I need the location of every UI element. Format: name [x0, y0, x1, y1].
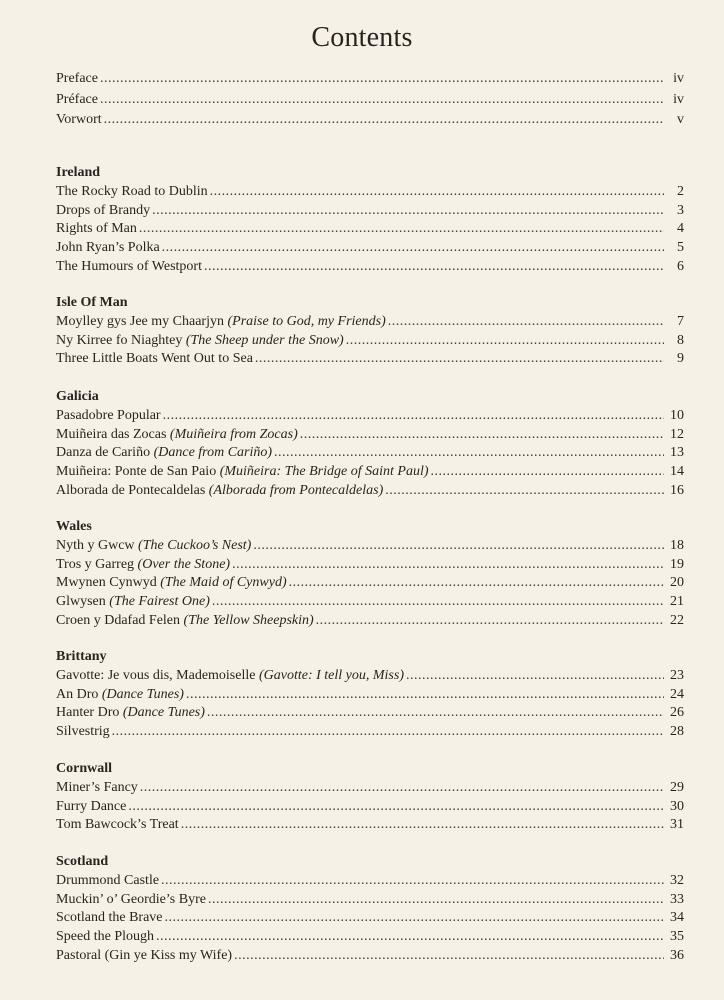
toc-entry-main-title: Gavotte: Je vous dis, Mademoiselle — [56, 668, 259, 683]
toc-entry-page: 35 — [670, 929, 684, 945]
toc-entry-main-title: Hanter Dro — [56, 705, 123, 721]
toc-entry[interactable] — [56, 928, 684, 946]
toc-entry-page: 29 — [670, 780, 684, 795]
toc-entry-main-title: Miner’s Fancy — [56, 780, 138, 795]
dot-leader — [161, 872, 664, 890]
toc-entry[interactable] — [56, 183, 684, 201]
toc-entry-page: 32 — [670, 873, 684, 888]
dot-leader — [234, 947, 664, 965]
page-title: Contents — [311, 22, 413, 53]
toc-entry-main-title: Muckin’ o’ Geordie’s Byre — [56, 891, 206, 907]
toc-entry[interactable] — [56, 612, 684, 630]
toc-entry-translation: (Dance Tunes) — [101, 686, 184, 702]
toc-entry-title — [56, 463, 429, 481]
dot-leader — [406, 667, 664, 685]
toc-entry[interactable] — [56, 407, 684, 425]
toc-entry-title — [56, 556, 230, 574]
toc-entry-title — [56, 239, 160, 257]
toc-entry-main-title: Muiñeira: Ponte de San Paio — [56, 464, 220, 480]
toc-entry-translation: (The Sheep under the Snow) — [185, 332, 344, 348]
toc-entry-page: 21 — [670, 594, 684, 610]
toc-entry-page: 5 — [677, 240, 684, 256]
toc-entry-translation: (Muiñeira from Zocas) — [169, 426, 298, 442]
toc-entry[interactable] — [56, 593, 684, 611]
toc-entry[interactable] — [56, 239, 684, 257]
toc-entry-main-title: Silvestrig — [56, 724, 110, 740]
toc-entry-main-title: Danza de Cariño — [56, 445, 154, 461]
toc-entry[interactable] — [56, 872, 684, 890]
toc-entry-title — [56, 779, 138, 797]
toc-entry[interactable] — [56, 947, 684, 965]
toc-entry[interactable] — [56, 332, 684, 350]
dot-leader — [140, 779, 664, 797]
dot-leader — [388, 313, 664, 331]
toc-entry-page: 26 — [670, 705, 684, 721]
toc-entry-preface-fr[interactable] — [56, 91, 684, 109]
toc-entry[interactable] — [56, 258, 684, 276]
toc-entry-main-title: Pastoral (Gin ye Kiss my Wife) — [56, 947, 233, 963]
toc-entry-page: 3 — [677, 202, 684, 218]
section-heading: Wales — [56, 519, 92, 534]
toc-entry-page: iv — [673, 92, 684, 107]
toc-entry-main-title: Mwynen Cynwyd — [56, 575, 161, 591]
toc-entry-translation: (The Maid of Cynwyd) — [160, 575, 287, 591]
toc-entry-title: Preface — [56, 71, 98, 86]
toc-entry-title — [56, 332, 344, 350]
toc-entry-title — [56, 723, 110, 741]
toc-entry-page: 4 — [677, 221, 684, 237]
toc-entry-title — [56, 444, 272, 462]
toc-entry-page: 23 — [670, 668, 684, 683]
toc-entry-page: 2 — [677, 184, 684, 199]
toc-entry-page: 12 — [670, 426, 684, 442]
toc-entry-main-title: An Dro — [56, 686, 102, 702]
toc-entry-main-title: Rights of Man — [56, 221, 137, 237]
toc-entry-page: 33 — [670, 891, 684, 907]
dot-leader — [210, 183, 664, 201]
toc-entry-main-title: Tom Bawcock’s Treat — [56, 817, 179, 833]
toc-entry[interactable] — [56, 909, 684, 927]
toc-entry-title — [56, 426, 298, 444]
dot-leader — [163, 407, 664, 425]
toc-entry-page: 8 — [677, 332, 684, 348]
dot-leader — [204, 258, 664, 276]
toc-entry-main-title: Tros y Garreg — [56, 556, 138, 572]
section-heading: Cornwall — [56, 761, 112, 776]
toc-entry-translation: (Over the Stone) — [137, 556, 231, 572]
toc-entry-page: 24 — [670, 686, 684, 702]
toc-entry[interactable] — [56, 798, 684, 816]
toc-entry-main-title: Nyth y Gwcw — [56, 538, 139, 553]
toc-entry-main-title: Three Little Boats Went Out to Sea — [56, 351, 253, 367]
toc-entry-title — [56, 909, 163, 927]
dot-leader — [152, 202, 664, 220]
toc-entry-page: 34 — [670, 910, 684, 926]
dot-leader — [232, 556, 664, 574]
toc-entry-main-title: Furry Dance — [56, 798, 127, 814]
toc-entry[interactable] — [56, 444, 684, 462]
section-heading: Scotland — [56, 854, 109, 869]
toc-entry[interactable] — [56, 482, 684, 500]
toc-entry-title — [56, 220, 137, 238]
dot-leader — [274, 444, 664, 462]
toc-entry[interactable] — [56, 220, 684, 238]
toc-entry-title — [56, 593, 210, 611]
toc-entry-page: 31 — [670, 817, 684, 833]
dot-leader — [162, 239, 664, 257]
toc-entry-title — [56, 482, 383, 500]
toc-entry[interactable] — [56, 667, 684, 685]
toc-entry-title — [56, 350, 253, 368]
dot-leader — [104, 111, 664, 129]
dot-leader — [289, 574, 664, 592]
toc-entry-main-title: John Ryan’s Polka — [56, 240, 160, 256]
toc-entry-title — [56, 947, 232, 965]
toc-entry-main-title: Moylley gys Jee my Chaarjyn — [56, 314, 228, 329]
toc-entry-page: v — [677, 112, 684, 127]
toc-entry-title — [56, 537, 251, 555]
dot-leader — [385, 482, 664, 500]
toc-entry-main-title: Croen y Ddafad Felen — [56, 612, 184, 628]
toc-entry[interactable] — [56, 537, 684, 555]
dot-leader — [139, 220, 664, 238]
toc-entry[interactable] — [56, 891, 684, 909]
dot-leader — [300, 426, 664, 444]
toc-entry-title — [56, 612, 314, 630]
toc-entry-page: 20 — [670, 575, 684, 591]
toc-entry[interactable] — [56, 313, 684, 331]
dot-leader — [207, 704, 664, 722]
toc-entry[interactable] — [56, 779, 684, 797]
toc-entry-title — [56, 704, 205, 722]
toc-entry-page: 7 — [677, 314, 684, 329]
toc-entry-translation: (Dance from Cariño) — [153, 445, 273, 461]
toc-entry[interactable] — [56, 723, 684, 741]
dot-leader — [186, 686, 664, 704]
toc-entry[interactable] — [56, 202, 684, 220]
toc-entry-main-title: Ny Kirree fo Niaghtey — [56, 332, 186, 348]
toc-entry-title — [56, 313, 386, 331]
toc-entry-title — [56, 407, 161, 425]
toc-entry-page: 13 — [670, 445, 684, 461]
section-heading: Ireland — [56, 165, 101, 180]
toc-entry-title — [56, 798, 126, 816]
toc-entry-preface[interactable] — [56, 70, 684, 88]
dot-leader — [156, 928, 664, 946]
toc-entry-title: Vorwort — [56, 112, 102, 127]
toc-entry-translation: (Gavotte: I tell you, Miss) — [258, 668, 404, 683]
toc-entry-main-title: Muiñeira das Zocas — [56, 426, 170, 442]
toc-entry-translation: (Muiñeira: The Bridge of Saint Paul) — [219, 464, 429, 480]
toc-entry-translation: (The Yellow Sheepskin) — [183, 612, 314, 628]
toc-entry-title: Préface — [56, 92, 98, 107]
toc-entry-translation: (The Cuckoo’s Nest) — [138, 538, 252, 553]
toc-entry-title — [56, 928, 154, 946]
toc-entry-page: 6 — [677, 258, 684, 274]
toc-entry-main-title: The Humours of Westport — [56, 258, 202, 274]
toc-entry-translation: (Praise to God, my Friends) — [227, 314, 386, 329]
toc-entry-page: 28 — [670, 724, 684, 740]
toc-entry[interactable] — [56, 704, 684, 722]
toc-entry-page: 10 — [670, 408, 684, 423]
toc-entry-main-title: Alborada de Pontecaldelas — [56, 482, 209, 498]
toc-entry[interactable] — [56, 574, 684, 592]
dot-leader — [112, 723, 664, 741]
toc-entry-page: 30 — [670, 798, 684, 814]
dot-leader — [253, 537, 664, 555]
toc-entry-page: 18 — [670, 538, 684, 553]
toc-entry-main-title: Pasadobre Popular — [56, 408, 161, 423]
dot-leader — [181, 816, 664, 834]
toc-entry[interactable] — [56, 350, 684, 368]
toc-entry-page: 19 — [670, 556, 684, 572]
dot-leader — [316, 612, 664, 630]
toc-entry-main-title: Drops of Brandy — [56, 202, 151, 218]
toc-entry-title — [56, 667, 404, 685]
dot-leader — [255, 350, 664, 368]
toc-entry[interactable] — [56, 426, 684, 444]
toc-entry-page: 14 — [670, 464, 684, 480]
dot-leader — [346, 332, 664, 350]
toc-entry-page: 22 — [670, 612, 684, 628]
toc-entry-title — [56, 258, 202, 276]
toc-entry-main-title: Drummond Castle — [56, 873, 160, 888]
toc-entry-title — [56, 183, 208, 201]
dot-leader — [165, 909, 664, 927]
toc-entry-title — [56, 816, 179, 834]
toc-entry-page: 36 — [670, 947, 684, 963]
dot-leader — [431, 463, 664, 481]
toc-entry-main-title: Scotland the Brave — [56, 910, 163, 926]
section-heading: Galicia — [56, 389, 99, 404]
toc-entry-main-title: The Rocky Road to Dublin — [56, 184, 208, 199]
toc-entry[interactable] — [56, 556, 684, 574]
dot-leader — [212, 593, 664, 611]
toc-entry-title — [56, 686, 184, 704]
dot-leader — [100, 91, 664, 109]
toc-entry-page: 9 — [677, 351, 684, 367]
toc-entry-main-title: Speed the Plough — [56, 929, 154, 945]
toc-entry-title — [56, 202, 150, 220]
toc-entry[interactable] — [56, 686, 684, 704]
toc-entry-translation: (The Fairest One) — [109, 594, 210, 610]
section-heading: Brittany — [56, 649, 107, 664]
toc-entry-page: 16 — [670, 482, 684, 498]
toc-entry-title — [56, 872, 159, 890]
toc-entry-translation: (Alborada from Pontecaldelas) — [208, 482, 384, 498]
toc-entry-page: iv — [673, 71, 684, 86]
dot-leader — [208, 891, 664, 909]
toc-entry-title — [56, 574, 287, 592]
toc-entry-translation: (Dance Tunes) — [122, 705, 205, 721]
toc-entry-title — [56, 891, 206, 909]
toc-entry[interactable] — [56, 463, 684, 481]
toc-entry[interactable] — [56, 816, 684, 834]
toc-entry-vorwort[interactable] — [56, 111, 684, 129]
toc-entry-main-title: Glwysen — [56, 594, 110, 610]
dot-leader — [128, 798, 664, 816]
section-heading: Isle Of Man — [56, 295, 128, 310]
dot-leader — [100, 70, 664, 88]
